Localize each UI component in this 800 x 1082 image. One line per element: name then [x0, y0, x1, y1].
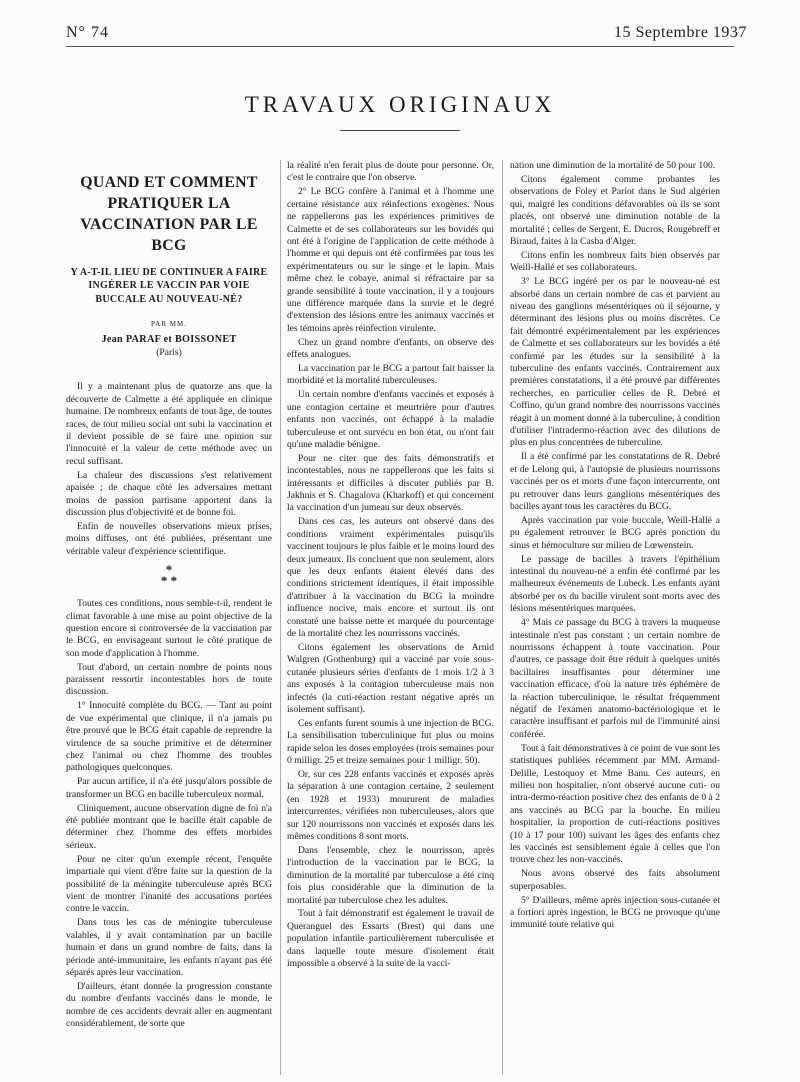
paragraph: Ces enfants furent soumis à une injection de BCG. La sensibilisation tuberculinique fut plus ou moins rapide selon les doses employées (trois semaines pour 0 milligr. 25 et treize semaines pour 1 milligr. 50). — [287, 717, 494, 767]
paragraph: Par aucun artifice, il n'a été jusqu'alors possible de transformer un BCG en bacille tuberculeux normal. — [66, 776, 272, 800]
paragraph: Dans l'ensemble, chez le nourrisson, après l'introduction de la vaccination par le BCG, la diminution de la mortalité par tuberculose a été cinq fois plus considérable que la diminution de la mortalité par tuberculose chez les adultes. — [287, 844, 494, 906]
paragraph: Toutes ces conditions, nous semble-t-il, rendent le climat favorable à une mise au point objective de la question encore si controversée de la vaccination par le BCG, en envisageant surtout le côté pratique de son mode d'application à l'homme. — [66, 598, 272, 659]
article-title: QUAND ET COMMENT PRATIQUER LA VACCINATION PAR LE BCG — [80, 174, 258, 254]
paragraph: Après vaccination par voie buccale, Weill-Hallé a pu également retrouver le BCG après ponction du sinus et hémoculture sur milieu de Lœwenstein. — [510, 514, 720, 551]
paragraph: Nous avons observé des faits absolument superposables. — [510, 868, 720, 892]
paragraph: Pour ne citer qu'un exemple récent, l'enquête impartiale qui vient d'être faite sur la question de la possibilité de la méningite tuberculeuse après BCG vient de montrer l'inanité des accusations portées contre le vaccin. — [66, 853, 272, 915]
paragraph: Cliniquement, aucune observation digne de foi n'a été publiée montrant que le bacille était capable de déterminer chez l'homme des effets morbides sérieux. — [66, 802, 272, 851]
paragraph: 4° Mais ce passage du BCG à travers la muqueuse intestinale n'est pas constant ; un certain nombre de nourrissons échappent à toute vaccination. Pour d'autres, ce passage doit être réduit à quelques unités bacillaires insuffisantes pour déterminer une vaccination efficace, d'où la nature très éphémère de la réaction tuberculinique, le résultat fréquemment négatif de l'examen anatomo-bactériologique et le caractère insuffisant et parfois nul de l'immunité ainsi conférée. — [510, 617, 720, 740]
column-1 — [66, 160, 272, 1075]
paragraph: Dans tous les cas de méningite tuberculeuse valables, il y avait contamination par un bacille humain et dans un grand nombre de faits, dans la période anté-immunitaire, les enfants n'ayant pas été séparés après leur vaccination. — [66, 917, 272, 978]
column-2 — [287, 160, 494, 1075]
paragraph: Chez un grand nombre d'enfants, on observe des effets analogues. — [287, 336, 494, 361]
column-3 — [510, 160, 720, 1075]
separator-star: * — [165, 562, 173, 578]
column-divider — [280, 160, 281, 1075]
paragraph: 5° D'ailleurs, même après injection sous-cutanée et a fortiori après ingestion, le BCG ne provoque qu'une immunité toute relative qui — [510, 894, 720, 931]
paragraph: 3° Le BCG ingéré per os par le nouveau-né est absorbé dans un certain nombre de cas et parvient au niveau des ganglions mésentériques où il séjourne, y déterminant des lésions plus ou moins discrètes. Ce fait démontré expérimentalement par les expériences de Calmette et ses collaborateurs sur les bovidés a été confirmé par les études sur la sensibilité à la tuberculine des enfants vaccinés. Contrairement aux premières constatations, il a été prouvé par différentes recherches, en particulier celles de R. Debré et Coffino, qu'un grand nombre des nourrissons vaccinés réagit à un moment donné à la tuberculine, à condition d'utiliser l'intradermo-réaction avec des dilutions de plus en plus concentrées de tuberculine. — [510, 276, 720, 449]
paragraph: D'ailleurs, étant donnée la progression constante du nombre d'enfants vaccinés dans le monde, le nombre de ces accidents devrait aller en augmentant considérablement, de sorte que — [66, 980, 272, 1030]
title-rule — [340, 130, 460, 131]
separator-stars: * * — [160, 573, 178, 589]
article-subtitle: Y A-T-IL LIEU DE CONTINUER A FAIRE INGÉRER LE VACCIN PAR VOIE BUCCALE AU NOUVEAU-NÉ? — [70, 267, 268, 305]
paragraph: Il y a maintenant plus de quatorze ans que la découverte de Calmette a été appliquée en clinique humaine. De nombreux enfants de tout âge, de toutes races, de tout milieu social ont subi la vaccination et il devient possible de se faire une opinion sur l'innocuité et la valeur de cette méthode avec un recul suffisant. — [66, 381, 272, 467]
paragraph: Citons également comme probantes les observations de Foley et Pariot dans le Sud algérien qui, malgré les conditions défavorables où ils se sont placés, ont observé une diminution notable de la mortalité ; celles de Sergent, E. Ducros, Rougebreff et Biraud, faites à la Casba d'Alger. — [510, 173, 720, 247]
paragraph: Un certain nombre d'enfants vaccinés et exposés à une contagion certaine et meurtrière pour d'autres enfants non vaccinés, ont échappé à la maladie tuberculeuse et ont survécu en bon état, ou n'ont fait qu'une maladie bénigne. — [287, 389, 494, 450]
paragraph: nation une diminution de la mortalité de 50 pour 100. — [510, 160, 716, 171]
issue-date: 15 Septembre 1937 — [614, 24, 747, 41]
paragraph: Dans ces cas, les auteurs ont observé dans des conditions vraiment expérimentales puisqu'ils vaccinent toujours le plus faible et le moins lourd des deux jumeaux. Ils concluent que non seulement, alors que les deux enfants étaient élevés dans des conditions strictement identiques, il était impossible d'attribuer à la vaccination du BCG la moindre influence nocive, mais encore et surtout ils ont constaté une baisse nette et marquée du pourcentage de la mortalité chez les nourrissons vaccinés. — [287, 516, 494, 640]
paragraph: Tout à fait démonstratives à ce point de vue sont les statistiques publiées récemment par MM. Armand-Delille, Lestoquoy et Mme Banu. Ces auteurs, en milieu non hospitalier, n'ont observé aucune cuti- ou intra-dermo-réaction positive chez des enfants de 0 à 2 ans vaccinés au BCG par la bouche. En milieu hospitalier, la proportion de cuti-réactions positives (10 à 17 pour 100) suivant les âges des enfants chez les vaccinés est sensiblement égale à celles que l'on trouve chez les non-vaccinés. — [510, 742, 720, 866]
section-separator — [66, 562, 272, 589]
paragraph: Enfin de nouvelles observations mieux prises, moins diffuses, ont été publiées, présentant une véritable valeur d'expérience scientifique. — [66, 520, 272, 557]
paragraph: 1° Innocuité complète du BCG. — Tant au point de vue expérimental que clinique, il n'a jamais pu être prouvé que le BCG était capable de reprendre la virulence de sa souche primitive et de déterminer chez l'animal ou chez l'homme des troubles pathologiques quelconques. — [66, 700, 272, 774]
paragraph: La chaleur des discussions s'est relativement apaisée ; de chaque côté les adversaires mettant moins de passion partisane apportent dans la discussion plus d'objectivité et de bonne foi. — [66, 469, 272, 518]
paragraph: Pour ne citer que des faits démonstratifs et incontestables, nous ne rappellerons que les faits si intéressants et difficiles à discuter publiés par B. Jakhnis et S. Chagalova (Kharkoff) et qui concernent la vaccination d'un jumeau sur deux observés. — [287, 452, 494, 514]
article-city: (Paris) — [156, 347, 182, 359]
paragraph: Or, sur ces 228 enfants vaccinés et exposés après la séparation à une contagion certaine, 2 seulement (en 1928 et 1933) moururent de maladies intercurrentes, vérifiées non tuberculeuses, alors que sur 120 nourrissons non vaccinés et exposés dans les mêmes conditions 8 sont morts. — [287, 769, 494, 843]
column-divider — [502, 160, 503, 1075]
paragraph: 2° Le BCG confère à l'animal et à l'homme une certaine résistance aux réinfections exogènes. Nous ne rappellerons pas les expériences primitives de Calmette et de ses collaborateurs sur les bovidés qui ont été à l'origine de l'application de cette méthode à l'homme et qui depuis ont été confirmées par tous les expérimentateurs ou sur le singe et le lapin. Mais même chez le cobaye, animal si réfractaire par sa grande sensibilité à toute vaccination, il y a toujours une différence marquée dans la survie et le degré d'extension des lésions entre les animaux vaccinés et les témoins après réinfection virulente. — [287, 186, 494, 334]
section-title: TRAVAUX ORIGINAUX — [244, 92, 556, 117]
paragraph: la réalité n'en ferait plus de doute pour personne. Or, c'est le contraire que l'on observe. — [287, 160, 494, 184]
header-rule — [66, 46, 734, 47]
paragraph: Citons également les observations de Arnid Walgren (Gothenburg) qui a vacciné par voie sous-cutanée plusieurs séries d'enfants de 1 mois 1/2 à 3 ans exposés à la contagion tuberculeuse mais non infectés (la cuti-réaction restant négative après un isolement suffisant). — [287, 641, 494, 715]
issue-number: N° 74 — [66, 24, 109, 41]
paragraph: Tout d'abord, un certain nombre de points nous paraissent ressortir incontestables hors de toute discussion. — [66, 661, 272, 698]
paragraph: Citons enfin les nombreux faits bien observés par Weill-Hallé et ses collaborateurs. — [510, 249, 720, 274]
byline-prefix: PAR MM. — [151, 320, 187, 329]
paragraph: Il a été confirmé par les constatations de R. Debré et de Lelong qui, à l'autopsie de plusieurs nourrissons vaccinés per os et morts d'une façon intercurrente, ont pu retrouver dans leurs ganglions mésentériques des bacilles ayant tous les caractères du BCG. — [510, 451, 720, 512]
paragraph: Tout à fait démonstratif est également le travail de Queranguel des Essarts (Brest) qui dans une population infantile particulièrement tuberculisée et dans laquelle toute mesure d'isolement était impossible a observé à la suite de la vacci- — [287, 908, 494, 970]
paragraph: La vaccination par le BCG a partout fait baisser la morbidité et la mortalité tuberculeuses. — [287, 363, 494, 387]
article-authors: Jean PARAF et BOISSONET — [101, 333, 237, 345]
paragraph: Le passage de bacilles à travers l'épithélium intestinal du nouveau-né a enfin été confirmé par les malheureux événements de Lubeck. Les enfants ayant absorbé per os du bacille virulent sont morts avec des lésions mésentériques marquées. — [510, 553, 720, 615]
